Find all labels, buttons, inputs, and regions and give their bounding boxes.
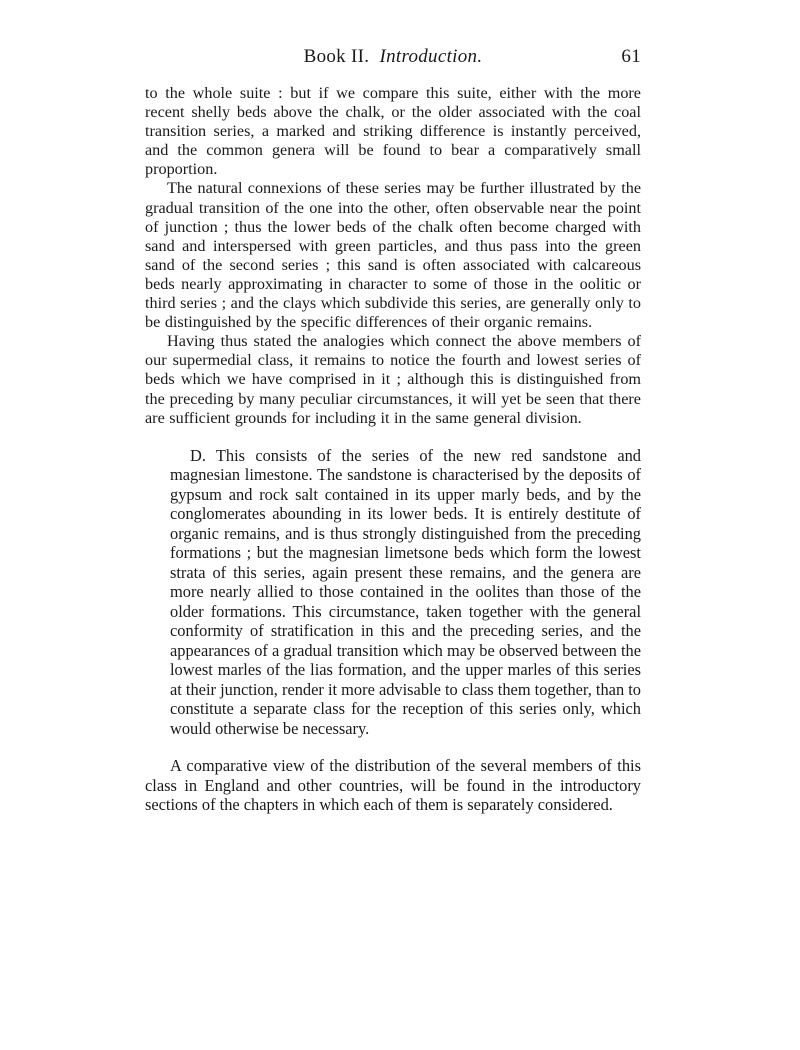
closing-paragraph: A comparative view of the distribution of the several members of this class in England and other countries, will be found in the introductory sections of the chapters in which each of them is separately considered. [145,756,641,815]
page-number: 61 [621,46,641,67]
running-head-title [145,46,641,68]
section-d-label: D. [190,445,206,465]
running-head [145,46,641,72]
book-number: Book II. [303,46,370,67]
section-d-paragraph [170,446,641,739]
section-title: Introduction. [379,46,483,67]
book-page [145,46,641,815]
body-text [145,84,641,428]
paragraph-analogies: Having thus stated the analogies which connect the above members of our supermedial class, it remains to notice the fourth and lowest series of beds which we have comprised in it ; although this is distinguished from the preceding by many peculiar circumstances, it will yet be seen that there are sufficient grounds for including it in the same general division. [145,332,641,427]
section-d-text: This consists of the series of the new red sandstone and magnesian limestone. The sandstone is characterised by the deposits of gypsum and rock salt contained in its upper marly beds, and by the conglomerates abounding in its lower beds. It is entirely destitute of organic remains, and is thus strongly distinguished from the preceding formations ; but the magnesian limetsone beds which form the lowest strata of this series, again present these remains, and the genera are more nearly allied to those contained in the oolites than those of the older formations. This circumstance, taken together with the general conformity of stratification in this and the preceding series, and the appearances of a gradual transition which may be observed between the lowest marles of the lias formation, and the upper marles of this series at their junction, render it more advisable to class them together, than to constitute a separate class for the reception of this series only, which would otherwise be necessary. [170,445,641,738]
section-d [170,446,641,739]
paragraph-natural-connexions: The natural connexions of these series may be further illustrated by the gradual transition of the one into the other, often observable near the point of junction ; thus the lower beds of the chalk often become charged with sand and interspersed with green particles, and thus pass into the green sand of the second series ; this sand is often associated with calcareous beds nearly approximating in character to some of those in the oolitic or third series ; and the clays which subdivide this series, are generally only to be distinguished by the specific differences of their organic remains. [145,179,641,332]
paragraph-continuation: to the whole suite : but if we compare this suite, either with the more recent shelly beds above the chalk, or the older associated with the coal transition series, a marked and striking difference is instantly perceived, and the common genera will be found to bear a comparatively small proportion. [145,84,641,179]
closing-section [145,756,641,815]
